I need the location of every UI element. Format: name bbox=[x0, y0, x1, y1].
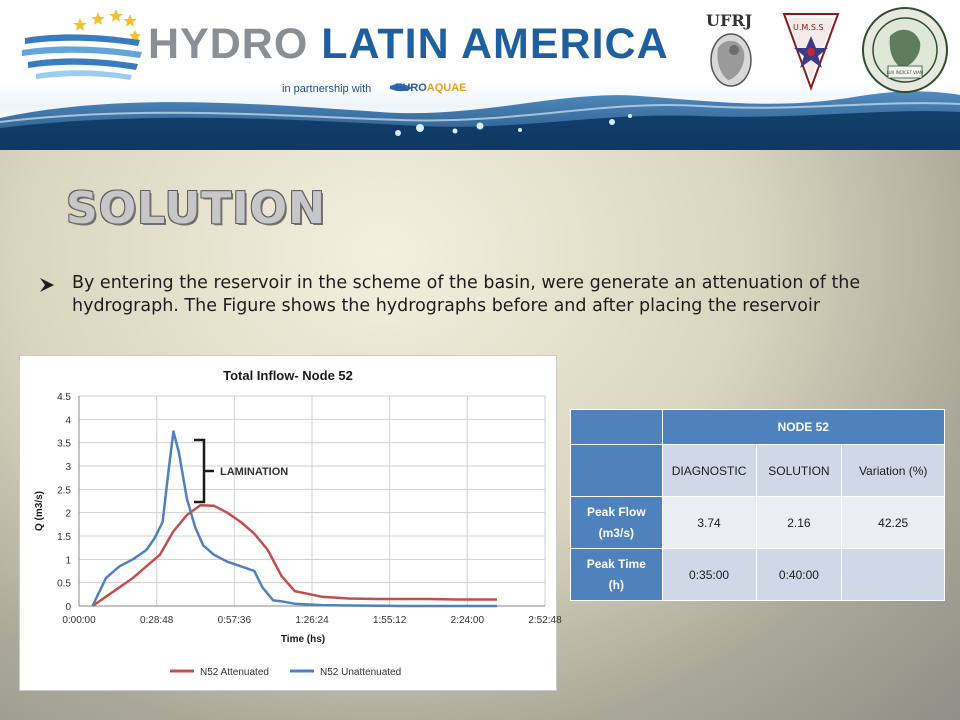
y-tick-label: 1 bbox=[65, 555, 71, 567]
table-columns-row bbox=[571, 445, 945, 497]
ufrj-logo bbox=[700, 8, 762, 90]
chart-grid bbox=[79, 396, 545, 606]
y-tick-label: 4 bbox=[65, 415, 71, 427]
y-tick-label: 0 bbox=[65, 602, 71, 613]
table-header-row bbox=[571, 410, 945, 445]
bullet-text: By entering the reservoir in the scheme of the basin, were generate an attenuation of the hydrograph. The Figure shows the hydrographs before and after placing the reservoir bbox=[72, 273, 861, 316]
x-tick-label: 2:24:00 bbox=[450, 615, 485, 626]
col-variation: Variation (%) bbox=[842, 445, 945, 497]
brand-latin-america: LATIN AMERICA bbox=[321, 20, 669, 68]
arrow-bullet-icon bbox=[38, 276, 56, 294]
x-axis-ticks bbox=[62, 615, 562, 626]
table-cell: 0:40:00 bbox=[756, 549, 842, 601]
row-label-line: Peak Flow bbox=[586, 504, 646, 519]
row-label-line: (m3/s) bbox=[598, 525, 634, 540]
lamination-annotation: LAMINATION bbox=[220, 466, 289, 478]
lamination-bracket bbox=[194, 440, 214, 502]
table-corner-cell-2 bbox=[571, 445, 663, 497]
row-label-peak-time bbox=[571, 549, 663, 601]
y-tick-label: 3 bbox=[65, 462, 71, 473]
y-tick-label: 2 bbox=[65, 508, 71, 520]
partnership-text: in partnership with bbox=[282, 83, 372, 95]
table-row bbox=[571, 549, 945, 601]
row-label-line: (h) bbox=[608, 577, 624, 592]
table-cell: 3.74 bbox=[662, 497, 756, 549]
y-tick-label: 2.5 bbox=[57, 485, 71, 497]
table-cell: 2.16 bbox=[756, 497, 842, 549]
x-tick-label: 0:00:00 bbox=[62, 615, 96, 626]
umss-logo bbox=[780, 8, 842, 90]
header-banner bbox=[0, 0, 960, 150]
euroaquae-part2: AQUAE bbox=[426, 82, 467, 94]
umss-logo-text: U.M.S.S bbox=[793, 23, 824, 32]
legend-label: N52 Attenuated bbox=[200, 667, 269, 678]
y-tick-label: 1.5 bbox=[57, 532, 71, 543]
chart-svg bbox=[20, 356, 562, 692]
chart-series bbox=[93, 432, 498, 607]
y-tick-label: 0.5 bbox=[57, 578, 71, 590]
results-table bbox=[570, 409, 945, 601]
unl-logo-text: LUX INDICET VIAM bbox=[886, 70, 924, 75]
chart-legend bbox=[170, 667, 401, 678]
x-tick-label: 1:55:12 bbox=[372, 615, 407, 626]
y-axis-ticks bbox=[57, 392, 71, 613]
col-diagnostic: DIAGNOSTIC bbox=[662, 445, 756, 497]
legend-label: N52 Unattenuated bbox=[320, 667, 402, 678]
y-axis-label: Q (m3/s) bbox=[34, 490, 45, 532]
x-axis-label: Time (hs) bbox=[280, 634, 326, 645]
table-corner-cell bbox=[571, 410, 663, 445]
ufrj-logo-text: UFRJ bbox=[706, 11, 753, 30]
euroaquae-logo bbox=[395, 82, 467, 94]
y-tick-label: 3.5 bbox=[57, 438, 71, 450]
hydrograph-chart bbox=[19, 355, 562, 691]
row-label-peak-flow bbox=[571, 497, 663, 549]
x-tick-label: 1:26:24 bbox=[295, 615, 329, 626]
series-line-attenuated bbox=[93, 505, 498, 606]
row-label-line: Peak Time bbox=[586, 556, 646, 571]
table-row bbox=[571, 497, 945, 549]
table-cell: 0:35:00 bbox=[662, 549, 756, 601]
x-tick-label: 2:52:48 bbox=[528, 615, 562, 626]
x-tick-label: 0:28:48 bbox=[139, 615, 174, 626]
brand-logo-text bbox=[148, 20, 669, 69]
col-solution: SOLUTION bbox=[756, 445, 842, 497]
table-header-node: NODE 52 bbox=[662, 410, 944, 445]
x-tick-label: 0:57:36 bbox=[217, 615, 252, 626]
y-tick-label: 4.5 bbox=[57, 392, 71, 403]
table-cell: 42.25 bbox=[842, 497, 945, 549]
table-cell bbox=[842, 549, 945, 601]
chart-title: Total Inflow- Node 52 bbox=[223, 368, 353, 383]
slide-title: SOLUTION bbox=[66, 183, 326, 234]
euroaquae-part1: EURO bbox=[395, 82, 427, 94]
series-line-unattenuated bbox=[93, 432, 498, 607]
brand-hydro: HYDRO bbox=[148, 20, 309, 68]
unl-logo bbox=[860, 6, 950, 94]
